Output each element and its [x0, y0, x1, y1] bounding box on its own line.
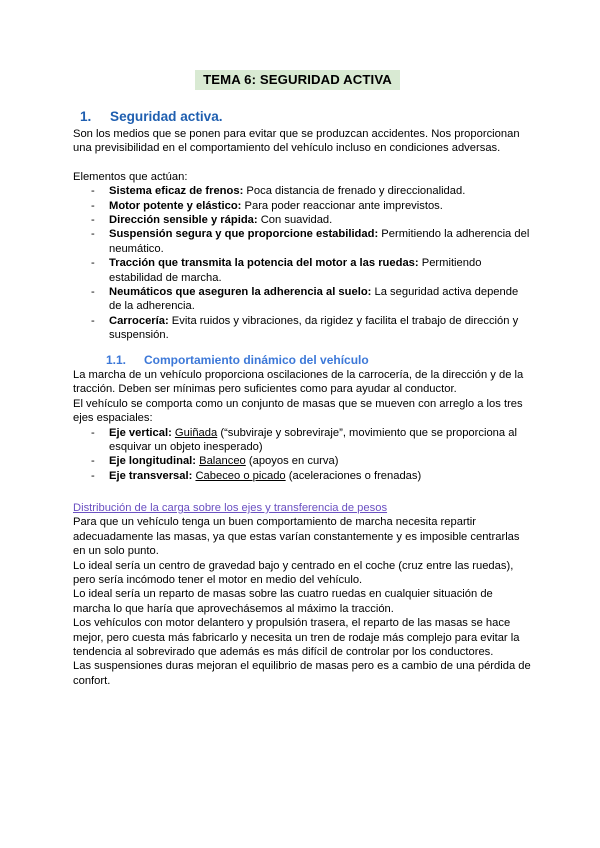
axis-term: Eje longitudinal:: [109, 455, 197, 468]
page-title: TEMA 6: SEGURIDAD ACTIVA: [195, 70, 400, 90]
item-desc: Con suavidad.: [257, 214, 333, 227]
list-item: [73, 454, 533, 468]
item-desc: Permitiendo estabilidad de marcha.: [109, 257, 482, 284]
paragraph: Lo ideal sería un centro de gravedad bajo y centrado en el coche (cruz entre las ruedas), pero sería incómodo tener el motor en medio del vehículo.: [73, 559, 514, 587]
paragraph: Para que un vehículo tenga un buen comportamiento de marcha necesita repartir adecuadamente las masas, ya que estas varían constantemente y es imposible centrarlas en un solo punto.: [73, 516, 520, 558]
list-item: [73, 227, 533, 256]
paragraph: El vehículo se comporta como un conjunto de masas que se mueven con arreglo a los tres ejes espaciales:: [73, 397, 523, 425]
list-item: [73, 256, 533, 285]
distribution-body: [73, 501, 533, 688]
axis-desc: (apoyos en curva): [245, 455, 339, 468]
section1-body: [73, 127, 533, 343]
axis-term: Eje vertical:: [109, 426, 172, 439]
subsection-heading: [106, 352, 369, 368]
item-desc: Permitiendo la adherencia del neumático.: [109, 228, 530, 255]
item-term: Dirección sensible y rápida:: [109, 214, 258, 227]
list-item: [73, 285, 533, 314]
paragraph: Lo ideal sería un reparto de masas sobre las cuatro ruedas en cualquier situación de marcha lo que haría que aprovechásemos al máximo la tracción.: [73, 588, 493, 615]
list-item: [73, 469, 533, 483]
axis-term: Eje transversal:: [109, 469, 193, 482]
section11-body: [73, 368, 533, 483]
paragraph: Los vehículos con motor delantero y propulsión trasera, el reparto de las masas se hace mejor, pero cuesta más fabricarlo y necesita un tren de rodaje más complejo para evitar la tendencia al sobrevirado que además es más difícil de controlar por los conductores.: [73, 617, 520, 659]
item-desc: Para poder reaccionar ante imprevistos.: [241, 199, 443, 212]
item-desc: Evita ruidos y vibraciones, da rigidez y facilita el trabajo de dirección y suspensión.: [109, 314, 519, 342]
item-term: Carrocería:: [109, 314, 169, 327]
list-item: [73, 314, 533, 343]
item-term: Tracción que transmita la potencia del motor a las ruedas:: [109, 257, 419, 270]
elements-label: Elementos que actúan:: [73, 170, 188, 183]
section-number: 1.: [80, 109, 92, 124]
list-item: [73, 184, 533, 198]
axis-link[interactable]: Guiñada: [174, 426, 218, 439]
section-heading: [80, 108, 223, 126]
item-desc: Poca distancia de frenado y direccionalidad.: [243, 185, 466, 198]
axes-list: [73, 426, 533, 484]
axis-desc: (“subviraje y sobreviraje”, movimiento que se proporciona al esquivar un objeto inesperado): [109, 426, 517, 454]
item-term: Neumáticos que aseguren la adherencia al suelo:: [109, 286, 372, 299]
axis-link[interactable]: Balanceo: [199, 455, 246, 468]
item-desc: La seguridad activa depende de la adherencia.: [109, 286, 519, 313]
list-item: [73, 213, 533, 227]
subsection-title: Comportamiento dinámico del vehículo: [144, 353, 369, 367]
list-item: [73, 426, 533, 455]
paragraph: La marcha de un vehículo proporciona oscilaciones de la carrocería, de la dirección y de la tracción. Deben ser mínimas pero suficientes como para ayudar al conductor.: [73, 369, 524, 396]
elements-list: [73, 184, 533, 342]
item-term: Motor potente y elástico:: [109, 199, 242, 212]
axis-desc: (aceleraciones o frenadas): [285, 469, 422, 482]
distribution-heading-link[interactable]: Distribución de la carga sobre los ejes y transferencia de pesos: [73, 502, 388, 514]
section-title: Seguridad activa.: [110, 109, 223, 124]
intro-paragraph: Son los medios que se ponen para evitar que se produzcan accidentes. Nos proporcionan una previsibilidad en el comportamiento del vehículo incluso en condiciones adversas.: [73, 128, 520, 155]
item-term: Sistema eficaz de frenos:: [109, 185, 244, 198]
item-term: Suspensión segura y que proporcione estabilidad:: [109, 228, 379, 241]
list-item: [73, 199, 533, 213]
axis-link[interactable]: Cabeceo o picado: [195, 469, 286, 482]
subsection-number: 1.1.: [106, 353, 127, 367]
paragraph: Las suspensiones duras mejoran el equilibrio de masas pero es a cambio de una pérdida de confort.: [73, 660, 531, 687]
